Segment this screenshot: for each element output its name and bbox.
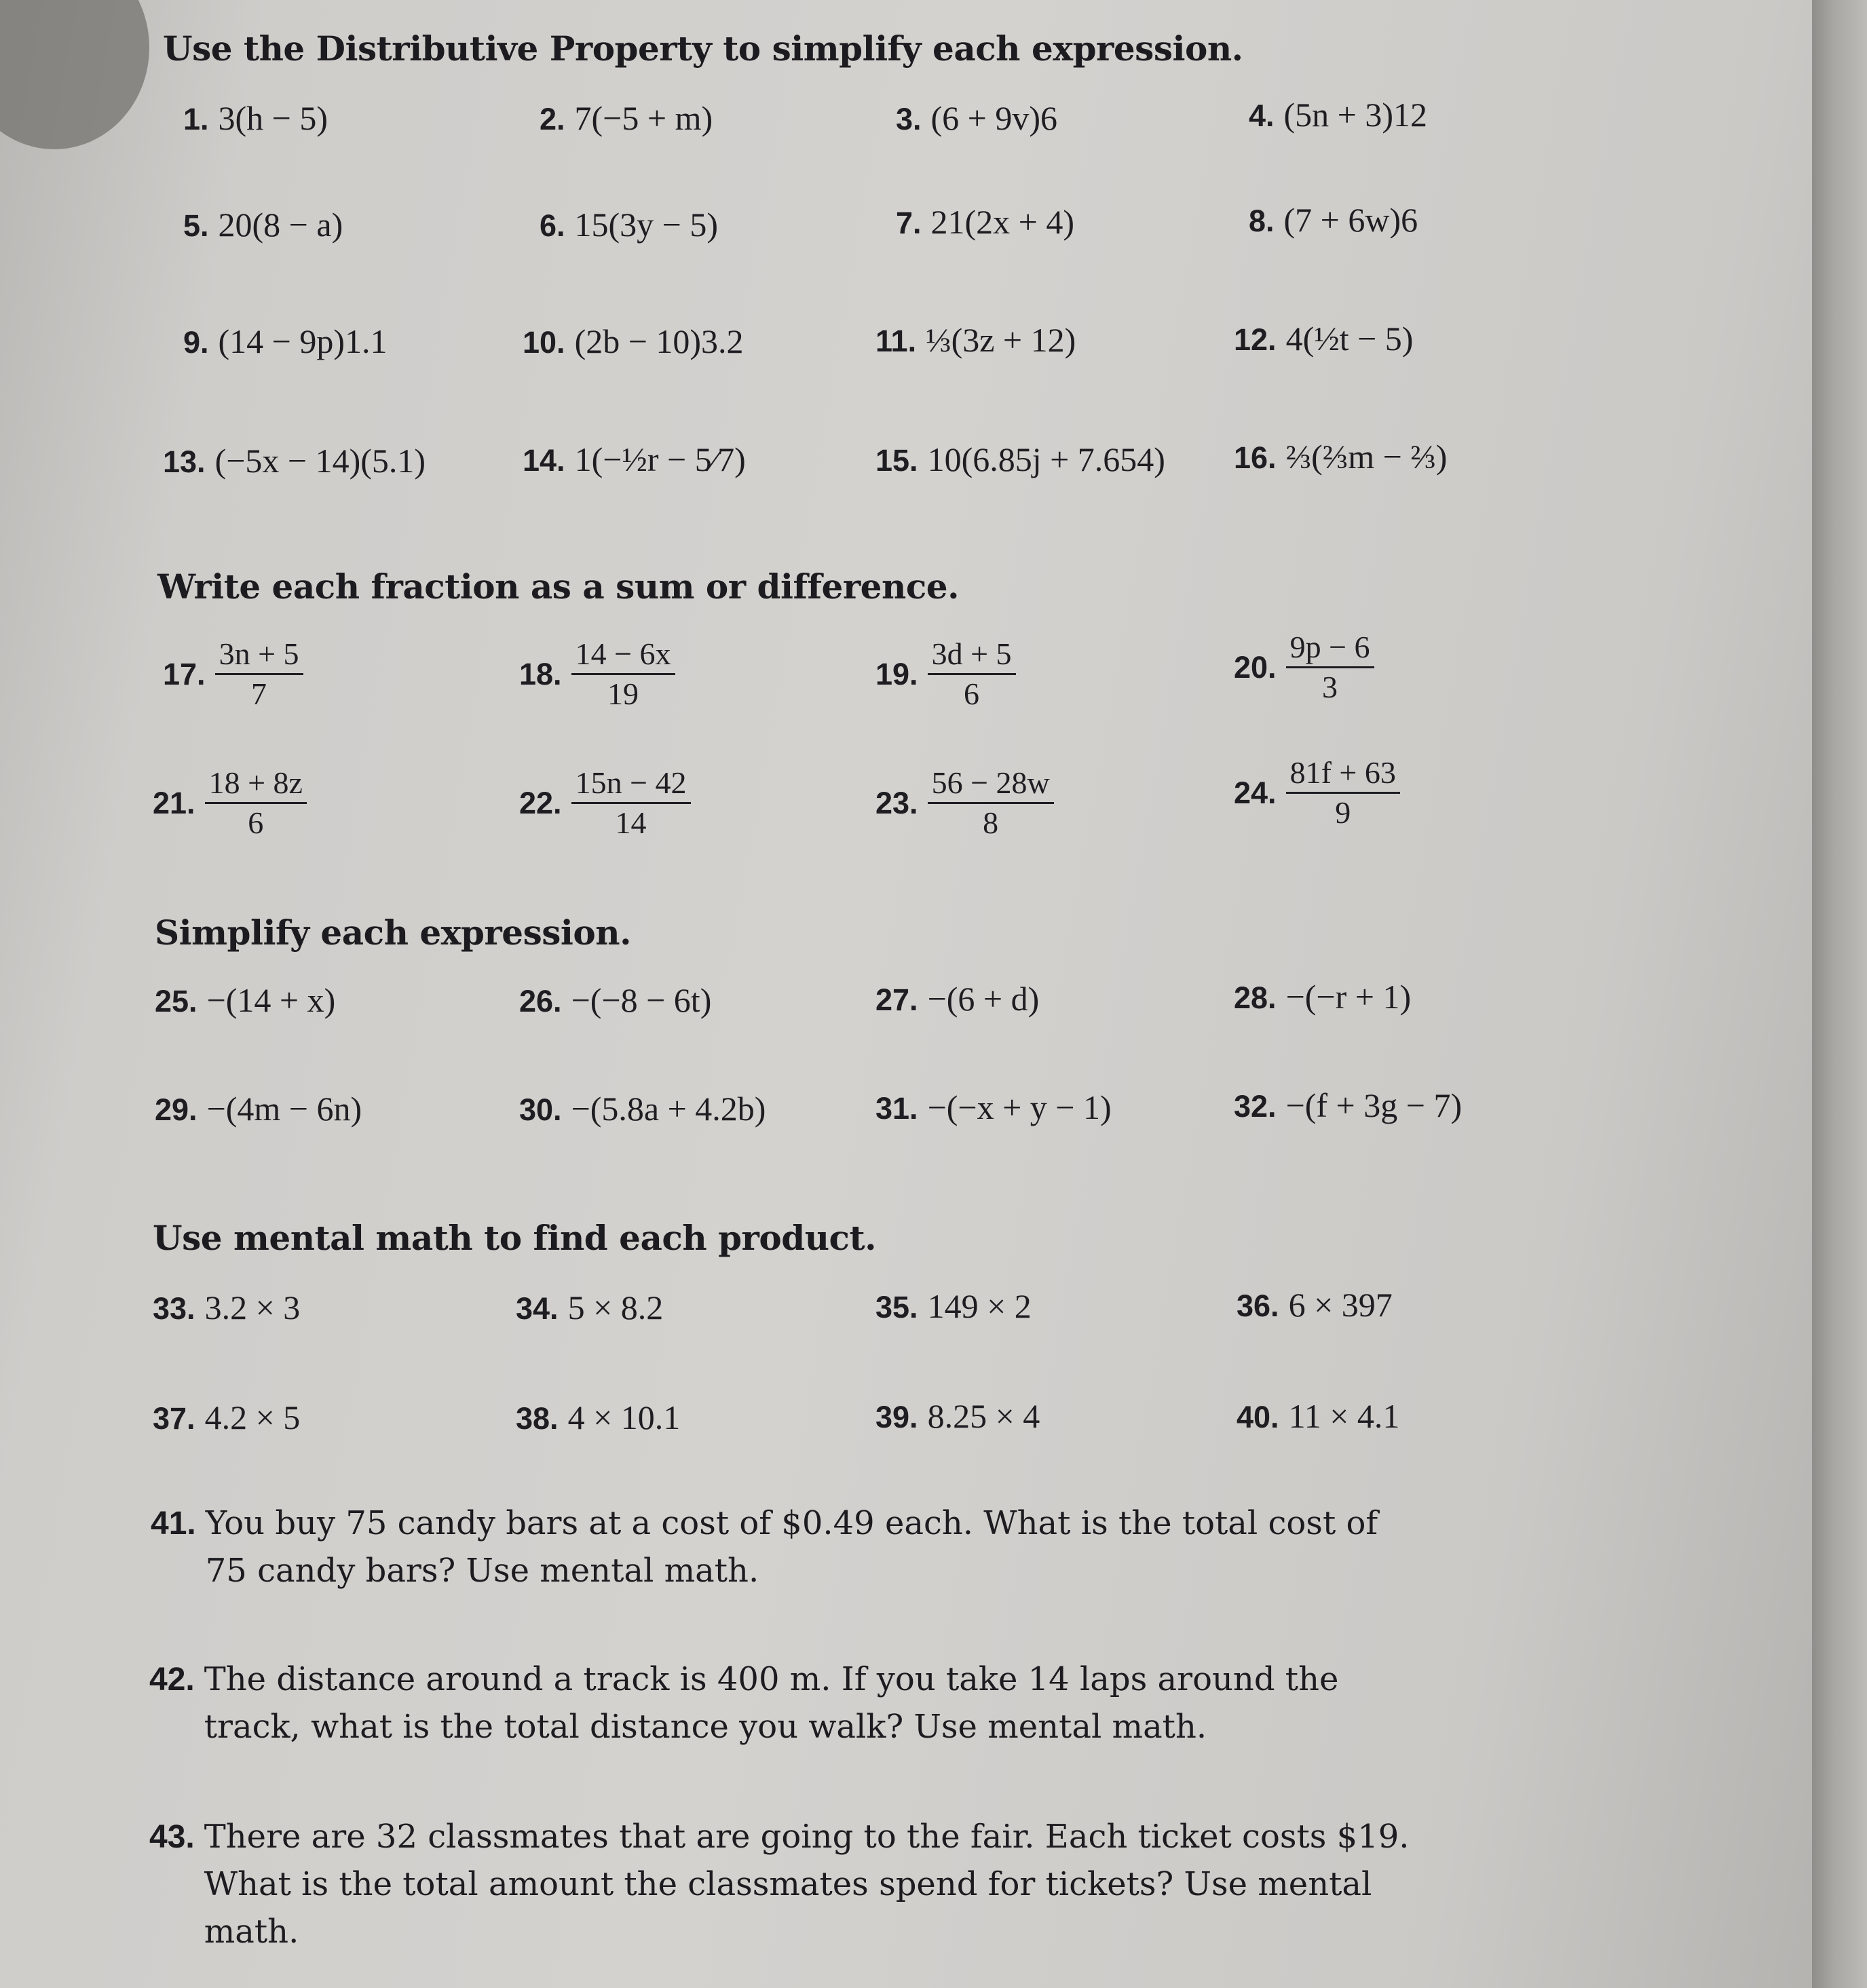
problem-number: 23.: [875, 785, 918, 820]
problem-number: 22.: [519, 785, 562, 820]
problem-number: 30.: [519, 1092, 562, 1127]
denominator: 3: [1322, 670, 1338, 705]
word-problem-41: [151, 1499, 1508, 1594]
problem-29: [155, 1089, 362, 1128]
problem-expression: −(−r + 1): [1285, 978, 1412, 1016]
section-heading-distributive: Use the Distributive Property to simplify each expression.: [163, 28, 1243, 69]
problem-number: 42.: [149, 1662, 195, 1698]
problem-expression: 149 × 2: [927, 1287, 1032, 1325]
problem-36: [1237, 1285, 1393, 1324]
problem-expression: (6 + 9v)6: [930, 99, 1058, 137]
problem-10: [523, 322, 744, 361]
problem-number: 11.: [875, 324, 917, 358]
problem-number: 43.: [149, 1819, 195, 1855]
problem-1: [183, 98, 328, 138]
problem-number: 27.: [875, 982, 918, 1017]
problem-number: 13.: [163, 444, 206, 479]
problem-expression: 7(−5 + m): [574, 99, 713, 137]
problem-number: 35.: [875, 1290, 918, 1324]
problem-number: 12.: [1234, 322, 1277, 357]
denominator: 6: [248, 805, 264, 841]
problem-27: [875, 979, 1039, 1018]
problem-4: [1249, 95, 1427, 134]
numerator: 9p − 6: [1286, 631, 1374, 668]
problem-13: [163, 441, 426, 480]
problem-6: [540, 205, 718, 244]
problem-number: 38.: [516, 1401, 559, 1436]
problem-33: [153, 1288, 300, 1327]
problem-expression: −(4m − 6n): [206, 1090, 362, 1128]
problem-31: [875, 1088, 1112, 1127]
numerator: 3d + 5: [928, 638, 1016, 675]
problem-number: 4.: [1249, 98, 1275, 133]
fraction: [571, 767, 691, 840]
problem-expression: 5 × 8.2: [567, 1288, 664, 1326]
problem-number: 7.: [896, 206, 922, 240]
problem-expression: 21(2x + 4): [930, 203, 1075, 241]
problem-expression: 8.25 × 4: [927, 1397, 1040, 1435]
problem-number: 32.: [1234, 1089, 1277, 1124]
problem-expression: 1(−½r − 5⁄7): [574, 440, 746, 478]
problem-number: 34.: [516, 1291, 559, 1326]
problem-expression: −(−8 − 6t): [571, 981, 712, 1019]
problem-expression: 3(h − 5): [218, 99, 328, 137]
denominator: 6: [964, 676, 980, 712]
denominator: 19: [607, 676, 639, 712]
problem-number: 18.: [519, 656, 562, 691]
problem-20: [1234, 631, 1374, 704]
problem-number: 1.: [183, 102, 209, 136]
problem-number: 31.: [875, 1091, 918, 1126]
numerator: 3n + 5: [215, 638, 303, 675]
problem-37: [153, 1398, 300, 1437]
problem-number: 14.: [523, 443, 565, 478]
problem-number: 8.: [1249, 204, 1275, 238]
section-heading-fractions: Write each fraction as a sum or difference.: [157, 567, 959, 607]
problem-number: 5.: [183, 208, 209, 243]
problem-14: [523, 440, 746, 479]
problem-expression: 10(6.85j + 7.654): [927, 440, 1165, 478]
problem-24: [1234, 757, 1400, 830]
problem-expression: −(−x + y − 1): [927, 1088, 1112, 1126]
problem-number: 21.: [153, 785, 195, 820]
problem-number: 9.: [183, 325, 209, 360]
problem-25: [155, 980, 335, 1020]
problem-7: [896, 202, 1074, 242]
problem-expression: ⅓(3z + 12): [926, 321, 1076, 359]
numerator: 81f + 63: [1286, 757, 1400, 794]
problem-32: [1234, 1086, 1462, 1125]
problem-number: 2.: [540, 102, 565, 136]
problem-expression: 3.2 × 3: [204, 1288, 301, 1326]
problem-expression: 4.2 × 5: [204, 1398, 301, 1436]
problem-34: [516, 1288, 663, 1327]
problem-39: [875, 1396, 1040, 1436]
fraction: [205, 767, 307, 840]
numerator: 18 + 8z: [205, 767, 307, 804]
fraction: [1286, 631, 1374, 704]
problem-expression: (5n + 3)12: [1283, 96, 1428, 134]
problem-12: [1234, 319, 1413, 358]
word-problem-text: The distance around a track is 400 m. If you take 14 laps around the track, what is the total distance you walk? Use mental math.: [204, 1660, 1339, 1746]
numerator: 56 − 28w: [928, 767, 1054, 804]
problem-expression: −(14 + x): [206, 981, 336, 1019]
problem-26: [519, 980, 711, 1020]
problem-expression: 15(3y − 5): [574, 206, 719, 244]
problem-3: [896, 98, 1057, 138]
problem-number: 25.: [155, 984, 197, 1018]
problem-21: [153, 767, 307, 840]
problem-22: [519, 767, 691, 840]
problem-expression: 20(8 − a): [218, 206, 343, 244]
problem-11: [875, 320, 1076, 360]
numerator: 15n − 42: [571, 767, 691, 804]
problem-expression: 6 × 397: [1288, 1286, 1393, 1324]
fraction: [215, 638, 303, 711]
problem-17: [163, 638, 303, 711]
problem-number: 15.: [875, 443, 918, 478]
problem-number: 40.: [1237, 1400, 1279, 1434]
problem-number: 33.: [153, 1291, 195, 1326]
problem-expression: (−5x − 14)(5.1): [214, 442, 426, 480]
fraction: [1286, 757, 1400, 830]
problem-number: 28.: [1234, 980, 1277, 1015]
problem-35: [875, 1286, 1032, 1326]
problem-8: [1249, 200, 1418, 240]
section-heading-mental-math: Use mental math to find each product.: [153, 1218, 876, 1258]
word-problem-text: You buy 75 candy bars at a cost of $0.49 each. What is the total cost of 75 candy bars? Use mental math.: [205, 1504, 1378, 1590]
problem-18: [519, 638, 675, 711]
fraction: [571, 638, 675, 711]
problem-number: 36.: [1237, 1288, 1279, 1323]
problem-expression: 4(½t − 5): [1285, 320, 1414, 358]
denominator: 8: [983, 805, 999, 841]
problem-expression: (2b − 10)3.2: [574, 322, 744, 360]
fraction: [928, 767, 1054, 840]
problem-15: [875, 440, 1165, 479]
problem-number: 39.: [875, 1400, 918, 1434]
problem-expression: 4 × 10.1: [567, 1398, 681, 1436]
problem-9: [183, 322, 388, 361]
section-heading-simplify: Simplify each expression.: [155, 913, 631, 953]
problem-number: 6.: [540, 208, 565, 243]
problem-expression: −(6 + d): [927, 980, 1040, 1018]
problem-number: 37.: [153, 1401, 195, 1436]
problem-number: 17.: [163, 656, 206, 691]
numerator: 14 − 6x: [571, 638, 675, 675]
problem-number: 24.: [1234, 775, 1277, 810]
problem-number: 3.: [896, 102, 922, 136]
denominator: 7: [251, 676, 267, 712]
problem-16: [1234, 437, 1447, 476]
problem-number: 26.: [519, 984, 562, 1018]
corner-shadow: [0, 0, 149, 149]
problem-number: 29.: [155, 1092, 197, 1127]
problem-19: [875, 638, 1016, 711]
word-problem-43: [149, 1813, 1507, 1955]
problem-number: 16.: [1234, 440, 1277, 475]
denominator: 14: [615, 805, 647, 841]
problem-number: 20.: [1234, 649, 1277, 685]
problem-expression: (7 + 6w)6: [1283, 201, 1418, 239]
problem-40: [1237, 1396, 1399, 1436]
problem-30: [519, 1089, 766, 1128]
page-edge-shadow: [1812, 0, 1867, 1988]
problem-5: [183, 205, 343, 244]
problem-expression: −(5.8a + 4.2b): [571, 1090, 766, 1128]
problem-38: [516, 1398, 680, 1437]
problem-number: 10.: [523, 325, 565, 360]
problem-expression: (14 − 9p)1.1: [218, 322, 388, 360]
problem-number: 19.: [875, 656, 918, 691]
problem-number: 41.: [151, 1506, 196, 1542]
fraction: [928, 638, 1016, 711]
word-problem-42: [149, 1656, 1507, 1751]
problem-expression: 11 × 4.1: [1288, 1397, 1400, 1435]
problem-2: [540, 98, 713, 138]
problem-23: [875, 767, 1054, 840]
denominator: 9: [1335, 795, 1351, 830]
problem-28: [1234, 977, 1411, 1016]
word-problem-text: There are 32 classmates that are going to the fair. Each ticket costs $19. What is the total amount the classmates spend for tickets? Use mental math.: [204, 1818, 1410, 1951]
problem-expression: ⅔(⅔m − ⅔): [1285, 438, 1448, 476]
problem-expression: −(f + 3g − 7): [1285, 1086, 1463, 1124]
